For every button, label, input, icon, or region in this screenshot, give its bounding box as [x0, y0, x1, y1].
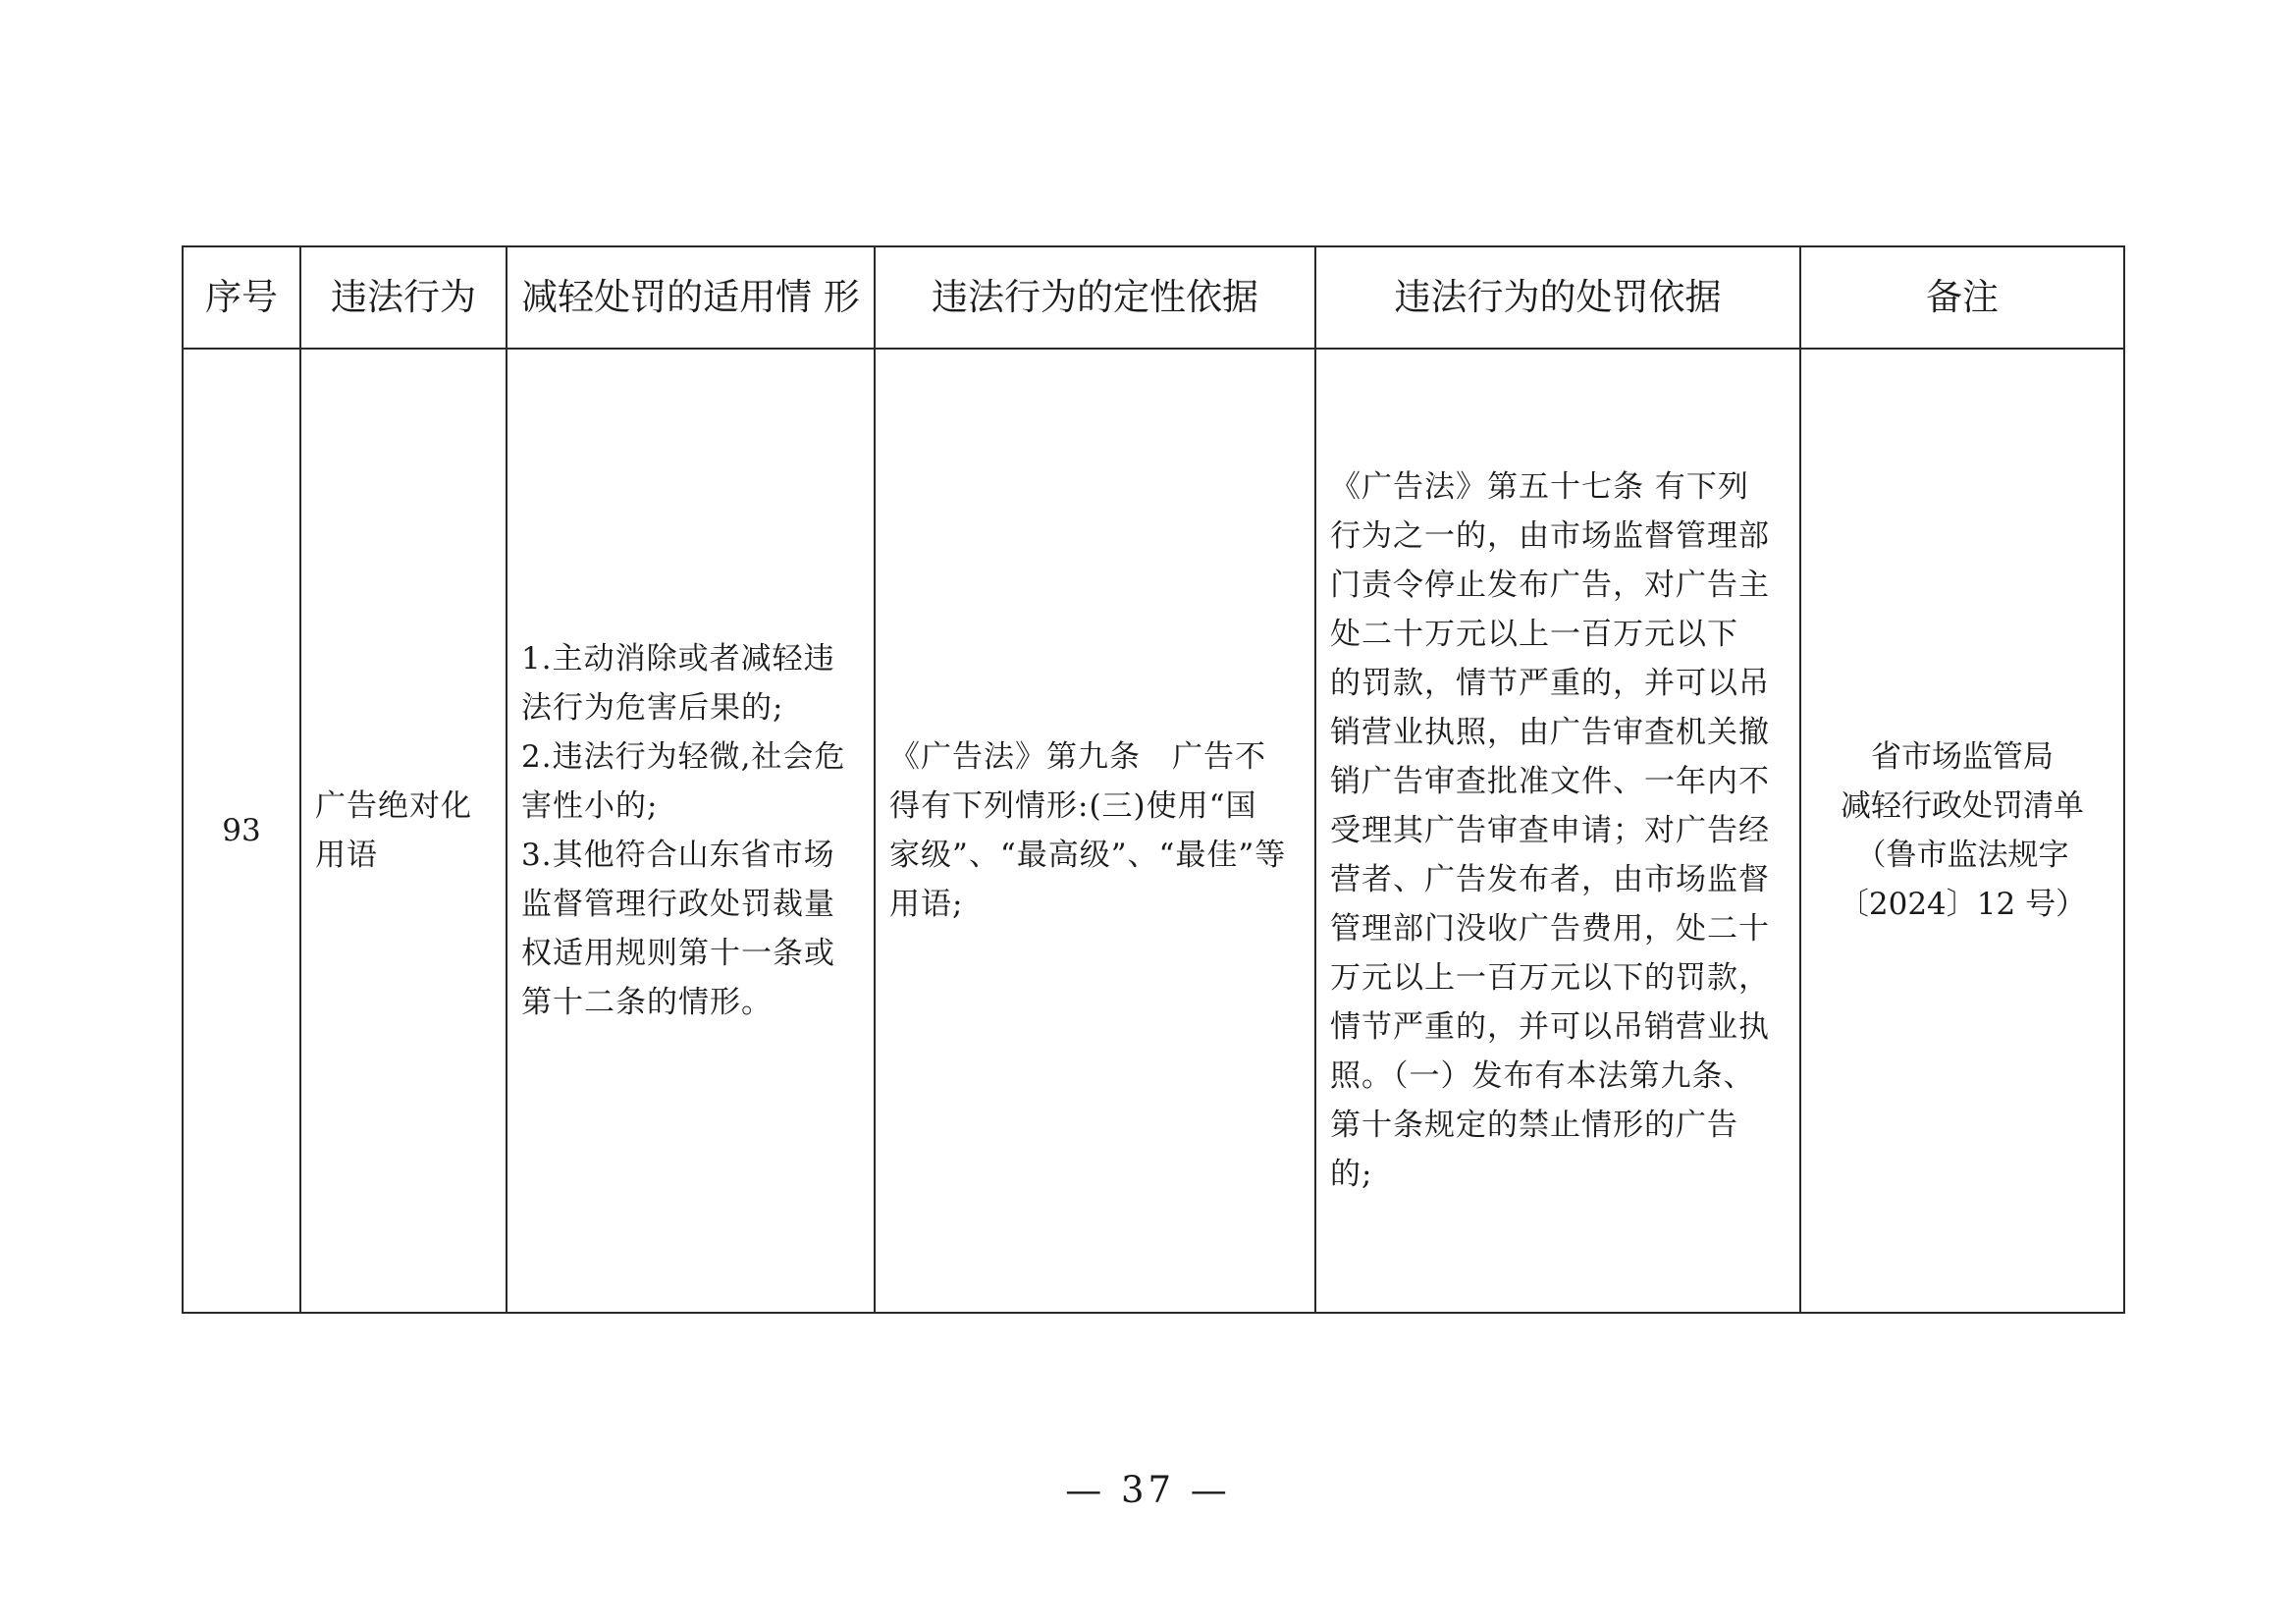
header-seq-label: 序号 — [205, 276, 278, 318]
text-line: 《广告法》第五十七条 有下列 — [1330, 469, 1749, 505]
header-mitigation-line: 形 — [823, 276, 860, 318]
header-violation — [300, 246, 507, 349]
cell-mitigation — [507, 349, 875, 1313]
text-line: 万元以上一百万元以下的罚款， — [1330, 960, 1770, 996]
text-line: 权适用规则第十一条或 — [521, 936, 835, 971]
text-line: 处二十万元以上一百万元以下 — [1330, 617, 1738, 652]
text-line: 害性小的; — [521, 788, 659, 824]
text-line: 2.违法行为轻微,社会危 — [521, 739, 846, 775]
text-line: 情节严重的，并可以吊销营业执 — [1330, 1009, 1770, 1045]
text-line: （鲁市监法规字 — [1855, 838, 2069, 873]
text-line: 广告绝对化 — [315, 788, 472, 824]
cell-penalty-basis — [1315, 349, 1800, 1313]
header-mitigation — [507, 246, 875, 349]
text-line: 家级”、“最高级”、“最佳”等 — [889, 838, 1287, 873]
text-line: 〔2024〕12 号） — [1838, 887, 2087, 922]
text-line: 用语 — [315, 838, 378, 873]
qualification-basis-text — [876, 732, 1314, 929]
text-line: 行为之一的，由市场监督管理部 — [1330, 518, 1770, 554]
text-line: 照。（一）发布有本法第九条、 — [1330, 1058, 1755, 1094]
text-line: 1.主动消除或者减轻违 — [521, 641, 835, 677]
cell-remarks — [1800, 349, 2124, 1313]
text-line: 销广告审查批准文件、一年内不 — [1330, 764, 1770, 799]
text-line: 3.其他符合山东省市场 — [521, 838, 835, 873]
violation-text — [301, 782, 506, 880]
cell-violation — [300, 349, 507, 1313]
text-line: 减轻行政处罚清单 — [1841, 788, 2084, 824]
table-header-row — [183, 246, 2124, 349]
header-qualification-basis-label: 违法行为的定性依据 — [932, 276, 1258, 318]
header-seq — [183, 246, 300, 349]
cell-seq — [183, 349, 300, 1313]
text-line: 销营业执照，由广告审查机关撤 — [1330, 715, 1770, 750]
header-remarks-label: 备注 — [1926, 276, 1999, 318]
header-qualification-basis — [875, 246, 1315, 349]
text-line: 第十条规定的禁止情形的广告 — [1330, 1108, 1738, 1143]
header-penalty-basis — [1315, 246, 1800, 349]
page-number: — 37 — — [1065, 1469, 1231, 1511]
header-mitigation-label — [511, 273, 870, 322]
header-remarks — [1800, 246, 2124, 349]
text-line: 管理部门没收广告费用，处二十 — [1330, 911, 1770, 947]
text-line: 省市场监管局 — [1871, 739, 2054, 775]
penalty-mitigation-table — [182, 245, 2125, 1314]
text-line: 法行为危害后果的; — [521, 690, 784, 726]
header-mitigation-line: 减轻处罚的适用情 — [521, 276, 813, 318]
text-line: 受理其广告审查申请；对广告经 — [1330, 813, 1770, 848]
mitigation-text — [507, 634, 874, 1027]
penalty-basis-text — [1316, 462, 1799, 1199]
text-line: 的; — [1330, 1157, 1373, 1192]
text-line: 用语; — [889, 887, 964, 922]
header-penalty-basis-label: 违法行为的处罚依据 — [1394, 276, 1722, 318]
text-line: 第十二条的情形。 — [521, 985, 773, 1020]
text-line: 监督管理行政处罚裁量 — [521, 887, 835, 922]
text-line: 营者、广告发布者，由市场监督 — [1330, 862, 1770, 897]
remarks-text — [1801, 732, 2123, 929]
cell-qualification-basis — [875, 349, 1315, 1313]
text-line: 《广告法》第九条 广告不 — [889, 739, 1266, 775]
seq-number: 93 — [222, 813, 261, 848]
text-line: 得有下列情形:(三)使用“国 — [889, 788, 1257, 824]
header-violation-label: 违法行为 — [331, 276, 476, 318]
table-row — [183, 349, 2124, 1313]
text-line: 的罚款，情节严重的，并可以吊 — [1330, 666, 1770, 701]
text-line: 门责令停止发布广告，对广告主 — [1330, 568, 1770, 603]
